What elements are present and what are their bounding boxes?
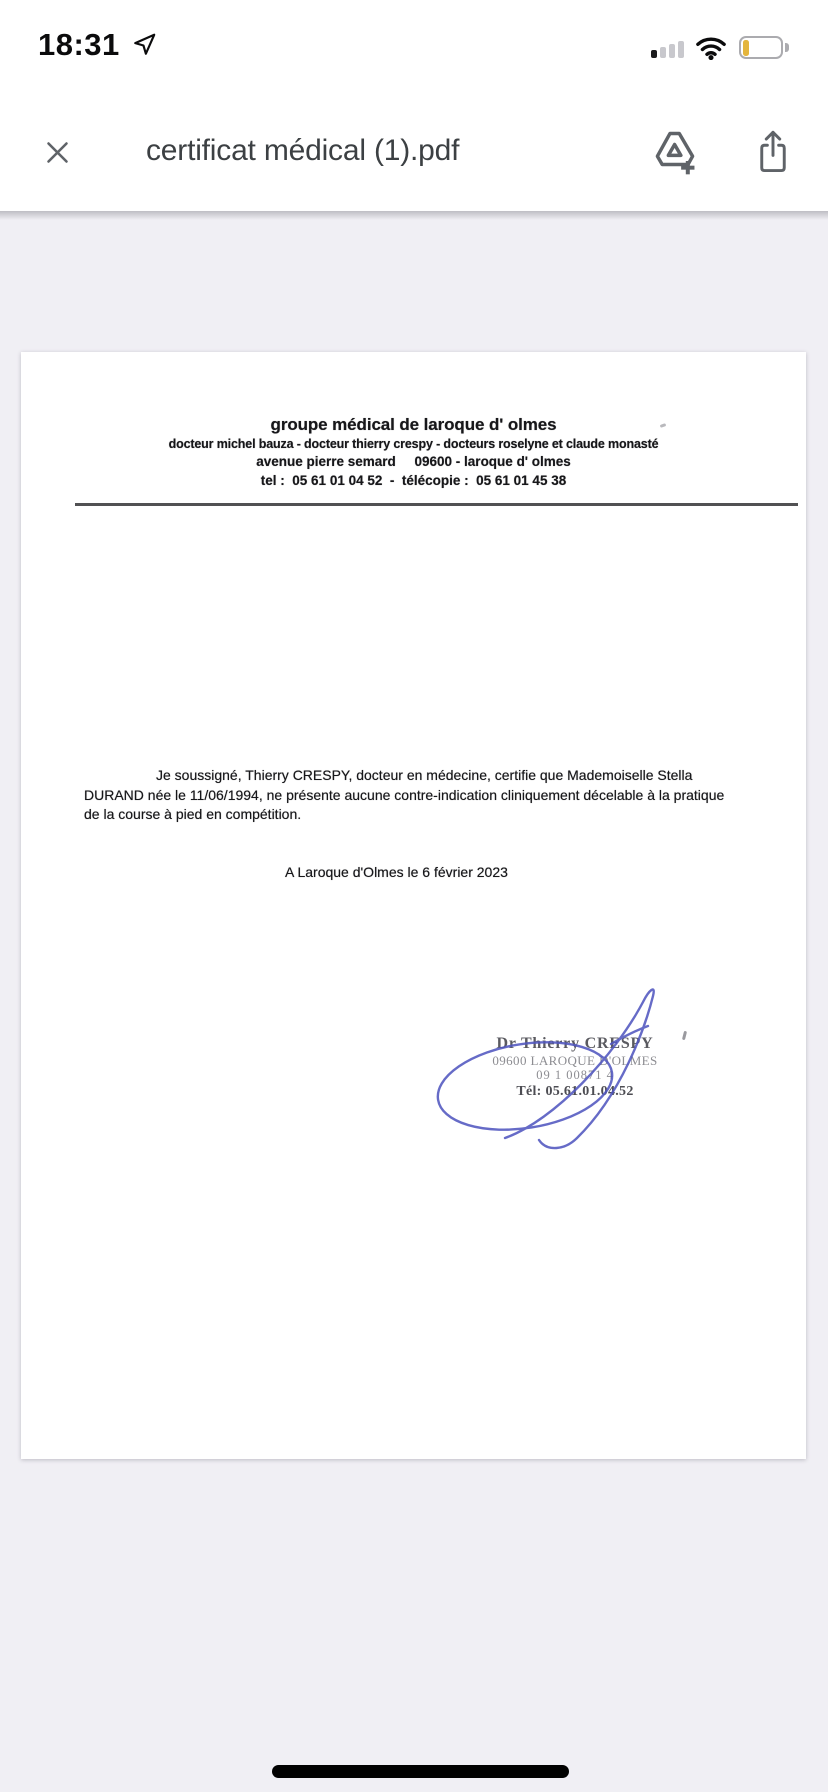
signature-scribble — [425, 980, 675, 1150]
file-title: certificat médical (1).pdf — [146, 134, 460, 167]
certificate-body — [84, 766, 789, 825]
wifi-icon — [694, 36, 728, 65]
close-button[interactable] — [38, 133, 76, 171]
clinic-letterhead — [21, 414, 806, 490]
clinic-phone-line: tel : 05 61 01 04 52 - télécopie : 05 61 01 45 38 — [260, 473, 567, 488]
location-arrow-icon — [132, 31, 158, 62]
home-indicator[interactable] — [272, 1765, 569, 1778]
ios-share-icon — [755, 128, 791, 176]
stamp-doctor-name: Dr Thierry CRESPY — [496, 1035, 654, 1052]
clinic-name: groupe médical de laroque d' olmes — [270, 415, 557, 434]
place-date-line: A Laroque d'Olmes le 6 février 2023 — [285, 864, 508, 880]
body-line: de la course à pied en compétition. — [84, 806, 302, 822]
pdf-page[interactable] — [21, 352, 806, 1459]
body-line: DURAND née le 11/06/1994, ne présente aucune contre-indication cliniquement décelable à la pratique — [84, 786, 725, 803]
stamp-registration-number: 09 1 00871 4 — [536, 1068, 614, 1082]
cellular-bars-icon — [651, 38, 685, 58]
stamp-city: 09600 LAROQUE D'OLMES — [492, 1053, 658, 1068]
clinic-address: avenue pierre semard 09600 - laroque d' olmes — [256, 454, 571, 469]
drive-add-icon — [652, 129, 698, 177]
clinic-doctors: docteur michel bauza - docteur thierry crespy - docteurs roselyne et claude monasté — [168, 437, 659, 451]
battery-nub — [785, 43, 789, 52]
share-button[interactable] — [748, 123, 798, 181]
stamp-phone: Tél: 05.61.01.04.52 — [516, 1084, 634, 1099]
header-shadow — [0, 211, 828, 220]
status-time: 18:31 — [38, 27, 120, 62]
battery-level — [743, 40, 749, 56]
body-line: Je soussigné, Thierry CRESPY, docteur en médecine, certifie que Mademoiselle Stella — [156, 767, 693, 783]
x-icon — [44, 139, 71, 166]
add-to-drive-button[interactable] — [646, 124, 704, 182]
battery-low-icon — [739, 36, 789, 59]
letterhead-divider — [75, 503, 798, 506]
